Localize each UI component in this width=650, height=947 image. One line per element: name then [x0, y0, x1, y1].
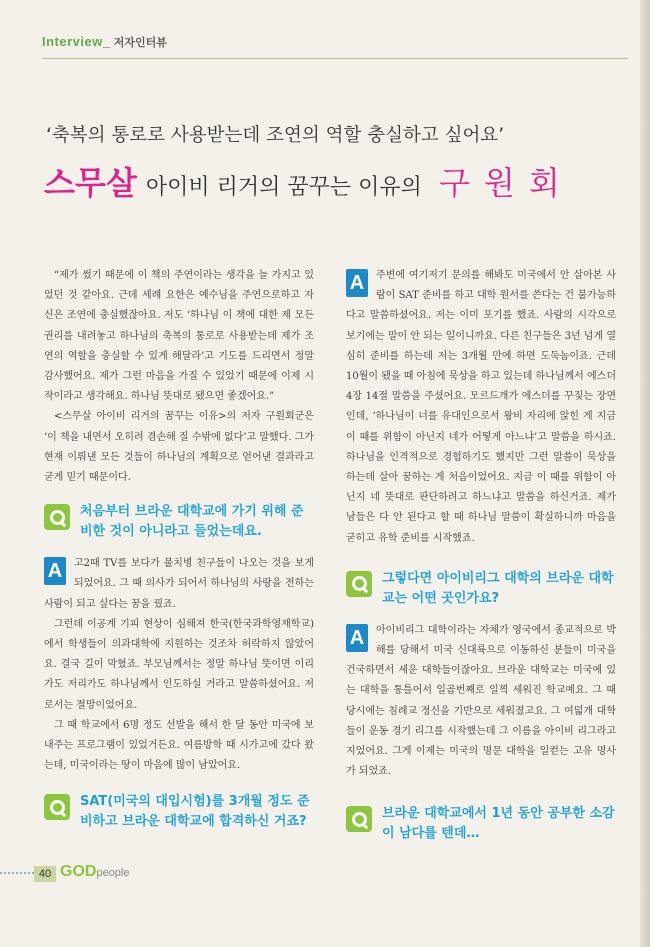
- question-4: 브라운 대학교에서 1년 동안 공부한 소감이 남다를 텐데…: [382, 806, 615, 842]
- question-icon: [346, 806, 372, 832]
- answer-icon: A: [44, 557, 66, 585]
- question-block-4: [346, 804, 616, 844]
- page-footer: [0, 862, 650, 882]
- answer-icon: A: [346, 269, 368, 297]
- intro-paragraph: <스무살 아이비 리거의 꿈꾸는 이유>의 저자 구원회군은 ‘이 책을 내면서 오히려 겸손해 질 수밖에 없다’고 말했다. 그가 현재 이뤄낸 모든 것들이 하나님의 계획으로 얻어낸 결과라고 굳게 믿기 때문이다.: [44, 411, 314, 484]
- answer-block-2: [346, 266, 616, 549]
- logo-people: people: [96, 867, 130, 879]
- title-lead: 스무살: [44, 164, 137, 202]
- question-2: SAT(미국의 대입시험)를 3개월 정도 준비하고 브라운 대학교에 합격하신 거죠?: [80, 794, 310, 830]
- right-column: [346, 266, 616, 856]
- header-sep: _: [102, 34, 111, 49]
- footer-dots: [0, 872, 34, 874]
- question-3: 그렇다면 아이비리그 대학의 브라운 대학교는 어떤 곳인가요?: [382, 570, 614, 606]
- answer-2: 주변에 여기저기 문의를 해봐도 미국에서 안 살아본 사람이 SAT 준비를 하고 대학 원서를 쓴다는 건 불가능하다고 말씀하셨어요. 저는 이미 포기를 했죠. 사람의 시각으로 보기에는 말이 안 되는 일이니까요. 다른 친구들은 3년 넘게 열심히 준비를 하는데 저는 3개월 만에 하면 도둑놈이죠. 근데 10월이 됐을 때 아침에 묵상을 하고 있는데 하나님께서 에스더 4장 14절 말씀을 주셨어요. 모르드개가 에스더를 꾸짖는 장면인데, ‘하나님이 너를 유대인으로서 왕비 자리에 앉힌 게 지금 이 때를 위함이 아닌지 네가 어떻게 아느냐’고 말씀을 하시죠. 하나님을 인격적으로 경험하기도 했지만 그런 말씀이 묵상을 하는데 살아 꿈하는 게 처음이었어요. 지금 이 때를 위함이 아닌지 네 뜻대로 판단하려고 하느냐고 말씀을 하신거죠. 제가 남들은 다 안 된다고 할 때 하나님 말씀이 확실하니까 마음을 굳히고 유학 준비를 시작했죠.: [346, 270, 616, 544]
- magazine-logo: [60, 863, 130, 881]
- page-edge: [640, 0, 650, 947]
- answer-block-3: [346, 621, 616, 783]
- answer-1-p2: 그런데 이공계 기피 현상이 심해져 한국(한국과학영재학교)에서 학생들이 의과대학에 지원하는 것조차 허락하지 않았어요. 결국 길이 막혔죠. 부모님께서는 정말 하나님 뜻이면 이리가도 저리가도 하나님께서 인도하실 거라고 말씀하셨어요. 저로서는 절망이었어요.: [44, 618, 314, 711]
- answer-3: 아이비리그 대학이라는 자체가 영국에서 종교적으로 박해를 당해서 미국 신대륙으로 이동하신 분들이 미국을 건국하면서 세운 대학들이잖아요. 브라운 대학교는 미국에 있는 대학을 통틀어서 일곱번째로 일찍 세워진 학교예요. 그 때 당시에는 침례교 정신을 기반으로 세워졌고요. 그 여덟개 대학들이 운동 경기 리그를 시작했는데 그 이름을 아이비 리그라고 지었어요. 그게 이제는 미국의 명문 대학을 일컫는 고유 명사가 되었죠.: [346, 624, 616, 778]
- article-title: [44, 158, 624, 204]
- question-block-2: [44, 792, 314, 832]
- header-en: Interview: [42, 34, 103, 49]
- answer-1-p1: 고2때 TV를 보다가 불치병 친구들이 나오는 것을 보게 되었어요. 그 때 의사가 되어서 하나님의 사랑을 전하는 사람이 되고 싶다는 꿈을 꿨죠.: [44, 558, 314, 610]
- page-number: 40: [34, 866, 56, 882]
- header-ko: 저자인터뷰: [113, 37, 167, 49]
- question-1: 처음부터 브라운 대학교에 가기 위해 준비한 것이 아니라고 들었는데요.: [80, 504, 304, 540]
- question-icon: [44, 504, 70, 530]
- question-icon: [346, 571, 372, 597]
- title-name: 구원회: [438, 164, 574, 202]
- question-block-3: [346, 569, 616, 609]
- left-column: [44, 266, 314, 844]
- intro-quote: “제가 썼기 때문에 이 책의 주연이라는 생각을 늘 가지고 있었던 것 같아요. 근데 세례 요한은 예수님을 주연으로하고 자신은 조연에 충실했잖아요. 저도 ‘하나님 이 책에 대한 제 모든 권리를 내려놓고 하나님의 축복의 통로로 사용받는데 제가 조연의 역할을 충실할 수 있게 해달라’고 기도를 드리면서 정말 감사했어요. 제가 그런 마음을 가질 수 있었기 때문에 이제 시작이라고 생각해요. 하나님 뜻대로 됐으면 좋겠어요.”: [44, 270, 314, 403]
- question-block-1: [44, 502, 314, 542]
- article-subtitle: ‘축복의 통로로 사용받는데 조연의 역할 충실하고 싶어요’: [46, 125, 505, 146]
- answer-block-1: [44, 554, 314, 776]
- title-mid: 아이비 리거의 꿈꾸는 이유의: [145, 175, 422, 200]
- logo-god: GOD: [60, 863, 97, 880]
- answer-1-p3: 그 때 학교에서 6명 정도 선발을 해서 한 달 동안 미국에 보내주는 프로그램이 있었거든요. 여름방학 때 시가고에 갔다 왔는데, 미국이라는 땅이 마음에 많이 남았어요.: [44, 719, 314, 772]
- section-header: [42, 34, 167, 50]
- header-rule: [42, 58, 628, 59]
- answer-icon: A: [346, 624, 368, 652]
- question-icon: [44, 794, 70, 820]
